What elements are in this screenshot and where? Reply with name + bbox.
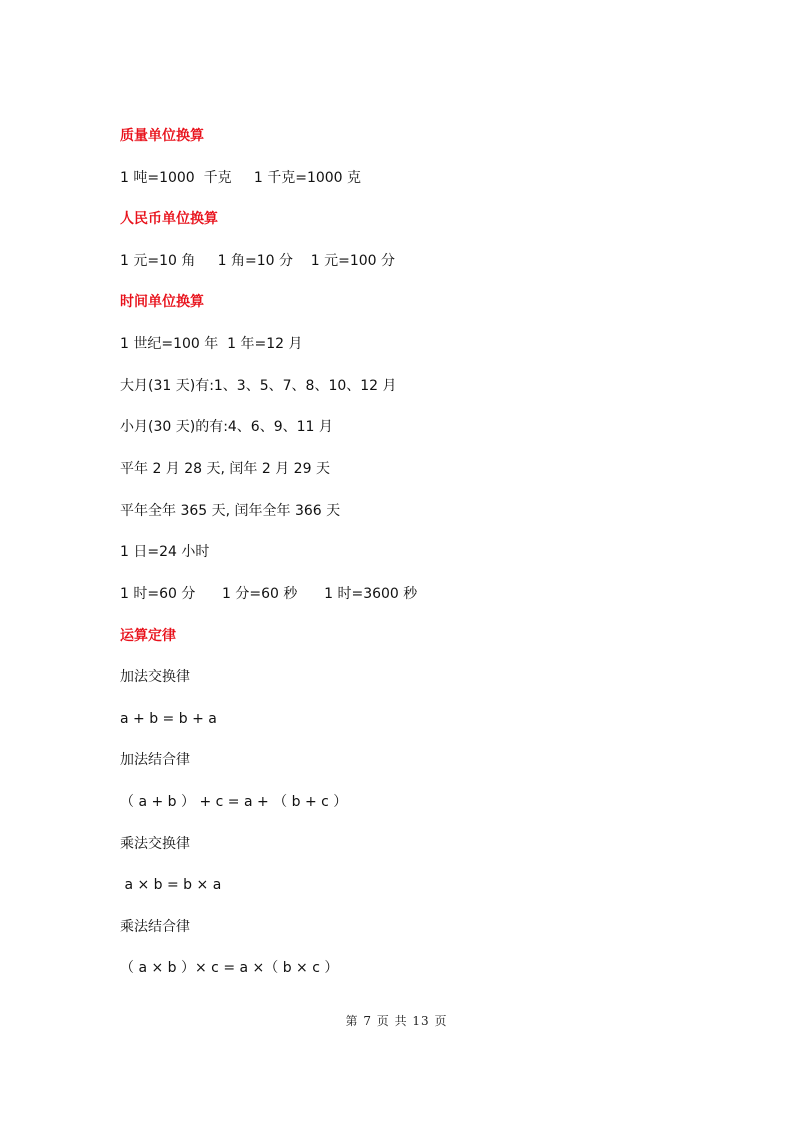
formula-addition-associative: （ a + b ） + c = a + （ b + c ） bbox=[120, 794, 348, 810]
time-line-big-months: 大月(31 天)有:1、3、5、7、8、10、12 月 bbox=[120, 378, 397, 394]
time-line-century-year: 1 世纪=100 年 1 年=12 月 bbox=[120, 336, 303, 352]
formula-addition-commutative: a + b = b + a bbox=[120, 711, 217, 727]
formula-multiplication-associative: （ a × b ）× c = a ×（ b × c ） bbox=[120, 960, 339, 976]
time-line-february: 平年 2 月 28 天, 闰年 2 月 29 天 bbox=[120, 461, 330, 477]
law-name-multiplication-associative: 乘法结合律 bbox=[120, 919, 190, 935]
heading-time-units: 时间单位换算 bbox=[120, 294, 204, 310]
formula-multiplication-commutative: a × b = b × a bbox=[120, 877, 222, 893]
currency-conversion-line: 1 元=10 角 1 角=10 分 1 元=100 分 bbox=[120, 253, 396, 269]
mass-conversion-line: 1 吨=1000 千克 1 千克=1000 克 bbox=[120, 170, 362, 186]
time-line-year-days: 平年全年 365 天, 闰年全年 366 天 bbox=[120, 503, 341, 519]
law-name-addition-commutative: 加法交换律 bbox=[120, 669, 190, 685]
time-line-small-months: 小月(30 天)的有:4、6、9、11 月 bbox=[120, 419, 333, 435]
page-number-footer: 第 7 页 共 13 页 bbox=[345, 1014, 448, 1028]
time-line-hour-minute-second: 1 时=60 分 1 分=60 秒 1 时=3600 秒 bbox=[120, 586, 418, 602]
time-line-day-hours: 1 日=24 小时 bbox=[120, 544, 210, 560]
heading-currency-units: 人民币单位换算 bbox=[120, 211, 218, 227]
law-name-addition-associative: 加法结合律 bbox=[120, 752, 190, 768]
heading-mass-units: 质量单位换算 bbox=[120, 128, 204, 144]
heading-operation-laws: 运算定律 bbox=[120, 628, 176, 644]
law-name-multiplication-commutative: 乘法交换律 bbox=[120, 836, 190, 852]
